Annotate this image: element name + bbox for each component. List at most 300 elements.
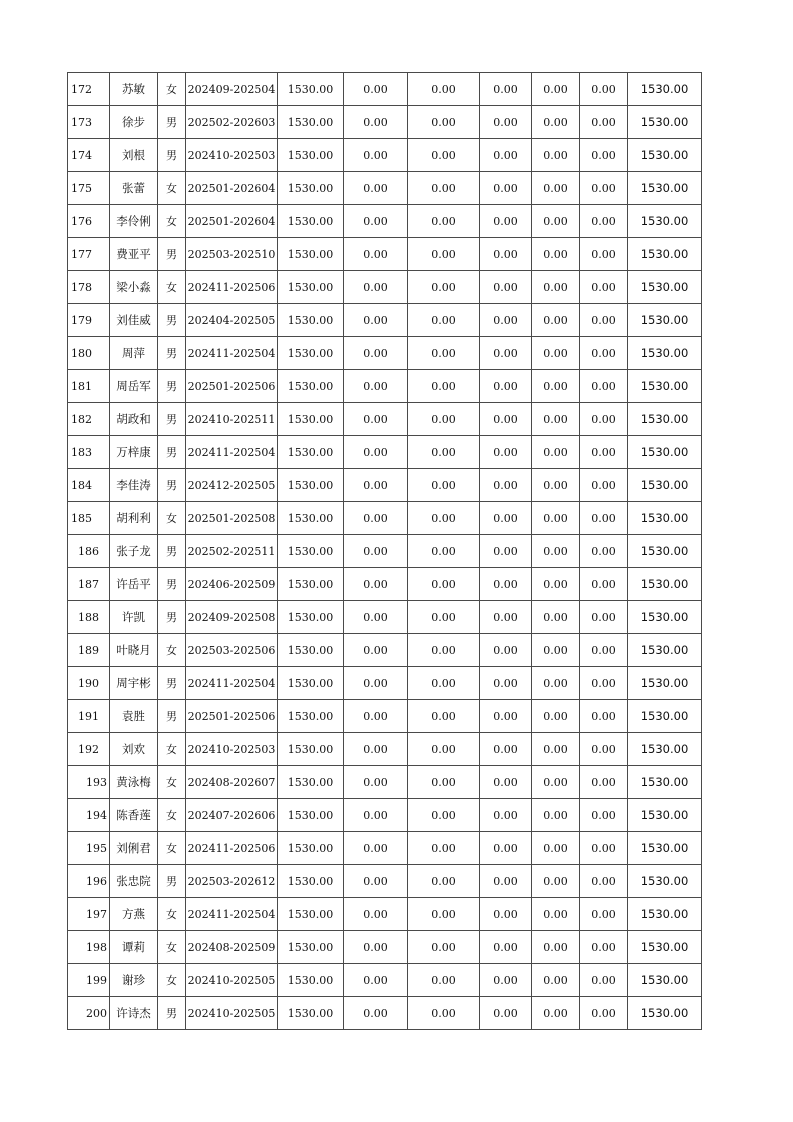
total-amount-cell: 1530.00	[628, 304, 702, 337]
total-amount-cell: 1530.00	[628, 733, 702, 766]
value-2-cell: 0.00	[408, 205, 480, 238]
total-amount-cell: 1530.00	[628, 73, 702, 106]
value-3-cell: 0.00	[480, 436, 532, 469]
value-2-cell: 0.00	[408, 601, 480, 634]
table-row	[68, 667, 702, 700]
value-5-cell: 0.00	[580, 964, 628, 997]
value-2-cell: 0.00	[408, 700, 480, 733]
value-1-cell: 0.00	[344, 139, 408, 172]
value-4-cell: 0.00	[532, 469, 580, 502]
row-number-cell: 191	[68, 700, 110, 733]
value-2-cell: 0.00	[408, 370, 480, 403]
period-cell: 202410-202503	[186, 139, 278, 172]
table-row	[68, 535, 702, 568]
row-number-cell: 172	[68, 73, 110, 106]
row-number-cell: 185	[68, 502, 110, 535]
gender-cell: 男	[158, 304, 186, 337]
value-1-cell: 0.00	[344, 106, 408, 139]
value-4-cell: 0.00	[532, 931, 580, 964]
amount-cell: 1530.00	[278, 997, 344, 1030]
person-name-cell: 梁小淼	[110, 271, 158, 304]
gender-cell: 女	[158, 634, 186, 667]
gender-cell: 男	[158, 535, 186, 568]
period-cell: 202503-202506	[186, 634, 278, 667]
amount-cell: 1530.00	[278, 766, 344, 799]
value-5-cell: 0.00	[580, 238, 628, 271]
value-2-cell: 0.00	[408, 106, 480, 139]
value-2-cell: 0.00	[408, 898, 480, 931]
value-5-cell: 0.00	[580, 502, 628, 535]
period-cell: 202410-202505	[186, 964, 278, 997]
value-3-cell: 0.00	[480, 205, 532, 238]
value-2-cell: 0.00	[408, 964, 480, 997]
person-name-cell: 许岳平	[110, 568, 158, 601]
table-body	[68, 73, 702, 1030]
row-number-cell: 187	[68, 568, 110, 601]
period-cell: 202410-202503	[186, 733, 278, 766]
value-2-cell: 0.00	[408, 304, 480, 337]
row-number-cell: 175	[68, 172, 110, 205]
value-5-cell: 0.00	[580, 700, 628, 733]
value-3-cell: 0.00	[480, 271, 532, 304]
period-cell: 202502-202603	[186, 106, 278, 139]
value-1-cell: 0.00	[344, 601, 408, 634]
value-4-cell: 0.00	[532, 106, 580, 139]
row-number-cell: 177	[68, 238, 110, 271]
gender-cell: 男	[158, 667, 186, 700]
table-row	[68, 238, 702, 271]
value-4-cell: 0.00	[532, 172, 580, 205]
value-4-cell: 0.00	[532, 964, 580, 997]
value-4-cell: 0.00	[532, 370, 580, 403]
person-name-cell: 费亚平	[110, 238, 158, 271]
row-number-cell: 183	[68, 436, 110, 469]
gender-cell: 男	[158, 238, 186, 271]
value-5-cell: 0.00	[580, 73, 628, 106]
value-1-cell: 0.00	[344, 238, 408, 271]
value-1-cell: 0.00	[344, 997, 408, 1030]
value-3-cell: 0.00	[480, 832, 532, 865]
person-name-cell: 陈香莲	[110, 799, 158, 832]
table-row	[68, 964, 702, 997]
gender-cell: 男	[158, 106, 186, 139]
period-cell: 202411-202506	[186, 271, 278, 304]
amount-cell: 1530.00	[278, 304, 344, 337]
amount-cell: 1530.00	[278, 205, 344, 238]
value-4-cell: 0.00	[532, 238, 580, 271]
total-amount-cell: 1530.00	[628, 964, 702, 997]
value-5-cell: 0.00	[580, 370, 628, 403]
value-1-cell: 0.00	[344, 304, 408, 337]
value-3-cell: 0.00	[480, 997, 532, 1030]
value-3-cell: 0.00	[480, 964, 532, 997]
table-row	[68, 469, 702, 502]
period-cell: 202409-202508	[186, 601, 278, 634]
gender-cell: 男	[158, 865, 186, 898]
total-amount-cell: 1530.00	[628, 799, 702, 832]
total-amount-cell: 1530.00	[628, 700, 702, 733]
table-row	[68, 832, 702, 865]
value-1-cell: 0.00	[344, 898, 408, 931]
value-3-cell: 0.00	[480, 634, 532, 667]
value-2-cell: 0.00	[408, 337, 480, 370]
gender-cell: 女	[158, 931, 186, 964]
period-cell: 202502-202511	[186, 535, 278, 568]
value-4-cell: 0.00	[532, 139, 580, 172]
value-3-cell: 0.00	[480, 865, 532, 898]
value-2-cell: 0.00	[408, 634, 480, 667]
row-number-cell: 184	[68, 469, 110, 502]
row-number-cell: 181	[68, 370, 110, 403]
value-2-cell: 0.00	[408, 865, 480, 898]
total-amount-cell: 1530.00	[628, 205, 702, 238]
value-3-cell: 0.00	[480, 403, 532, 436]
value-5-cell: 0.00	[580, 898, 628, 931]
period-cell: 202501-202604	[186, 172, 278, 205]
total-amount-cell: 1530.00	[628, 436, 702, 469]
row-number-cell: 173	[68, 106, 110, 139]
total-amount-cell: 1530.00	[628, 568, 702, 601]
person-name-cell: 方燕	[110, 898, 158, 931]
value-2-cell: 0.00	[408, 271, 480, 304]
person-name-cell: 周萍	[110, 337, 158, 370]
amount-cell: 1530.00	[278, 436, 344, 469]
period-cell: 202406-202509	[186, 568, 278, 601]
value-5-cell: 0.00	[580, 832, 628, 865]
amount-cell: 1530.00	[278, 502, 344, 535]
person-name-cell: 叶晓月	[110, 634, 158, 667]
total-amount-cell: 1530.00	[628, 337, 702, 370]
person-name-cell: 刘佳威	[110, 304, 158, 337]
person-name-cell: 许诗杰	[110, 997, 158, 1030]
gender-cell: 女	[158, 271, 186, 304]
value-1-cell: 0.00	[344, 502, 408, 535]
value-2-cell: 0.00	[408, 997, 480, 1030]
value-5-cell: 0.00	[580, 601, 628, 634]
table-row	[68, 931, 702, 964]
row-number-cell: 186	[68, 535, 110, 568]
person-name-cell: 刘欢	[110, 733, 158, 766]
total-amount-cell: 1530.00	[628, 106, 702, 139]
amount-cell: 1530.00	[278, 403, 344, 436]
period-cell: 202501-202506	[186, 700, 278, 733]
value-3-cell: 0.00	[480, 667, 532, 700]
gender-cell: 男	[158, 403, 186, 436]
value-3-cell: 0.00	[480, 172, 532, 205]
amount-cell: 1530.00	[278, 535, 344, 568]
row-number-cell: 198	[68, 931, 110, 964]
value-2-cell: 0.00	[408, 535, 480, 568]
period-cell: 202407-202606	[186, 799, 278, 832]
person-name-cell: 黄泳梅	[110, 766, 158, 799]
value-5-cell: 0.00	[580, 634, 628, 667]
total-amount-cell: 1530.00	[628, 766, 702, 799]
value-5-cell: 0.00	[580, 931, 628, 964]
value-5-cell: 0.00	[580, 304, 628, 337]
value-1-cell: 0.00	[344, 205, 408, 238]
person-name-cell: 胡政和	[110, 403, 158, 436]
value-3-cell: 0.00	[480, 568, 532, 601]
period-cell: 202503-202510	[186, 238, 278, 271]
value-5-cell: 0.00	[580, 865, 628, 898]
value-1-cell: 0.00	[344, 271, 408, 304]
value-3-cell: 0.00	[480, 799, 532, 832]
person-name-cell: 谢珍	[110, 964, 158, 997]
value-3-cell: 0.00	[480, 139, 532, 172]
total-amount-cell: 1530.00	[628, 931, 702, 964]
table-row	[68, 139, 702, 172]
person-name-cell: 徐步	[110, 106, 158, 139]
value-3-cell: 0.00	[480, 766, 532, 799]
value-4-cell: 0.00	[532, 436, 580, 469]
period-cell: 202410-202511	[186, 403, 278, 436]
gender-cell: 男	[158, 139, 186, 172]
value-4-cell: 0.00	[532, 634, 580, 667]
person-name-cell: 谭莉	[110, 931, 158, 964]
value-1-cell: 0.00	[344, 799, 408, 832]
amount-cell: 1530.00	[278, 865, 344, 898]
value-5-cell: 0.00	[580, 337, 628, 370]
value-1-cell: 0.00	[344, 337, 408, 370]
value-1-cell: 0.00	[344, 667, 408, 700]
value-5-cell: 0.00	[580, 139, 628, 172]
table-row	[68, 370, 702, 403]
gender-cell: 女	[158, 73, 186, 106]
total-amount-cell: 1530.00	[628, 535, 702, 568]
table-row	[68, 106, 702, 139]
value-5-cell: 0.00	[580, 667, 628, 700]
value-1-cell: 0.00	[344, 370, 408, 403]
value-3-cell: 0.00	[480, 238, 532, 271]
row-number-cell: 195	[68, 832, 110, 865]
value-4-cell: 0.00	[532, 799, 580, 832]
gender-cell: 男	[158, 700, 186, 733]
row-number-cell: 188	[68, 601, 110, 634]
row-number-cell: 192	[68, 733, 110, 766]
value-3-cell: 0.00	[480, 106, 532, 139]
amount-cell: 1530.00	[278, 370, 344, 403]
table-row	[68, 997, 702, 1030]
value-3-cell: 0.00	[480, 73, 532, 106]
table-row	[68, 271, 702, 304]
period-cell: 202404-202505	[186, 304, 278, 337]
row-number-cell: 176	[68, 205, 110, 238]
value-5-cell: 0.00	[580, 403, 628, 436]
row-number-cell: 189	[68, 634, 110, 667]
person-name-cell: 万梓康	[110, 436, 158, 469]
person-name-cell: 李伶俐	[110, 205, 158, 238]
value-5-cell: 0.00	[580, 271, 628, 304]
amount-cell: 1530.00	[278, 898, 344, 931]
period-cell: 202501-202508	[186, 502, 278, 535]
value-5-cell: 0.00	[580, 535, 628, 568]
total-amount-cell: 1530.00	[628, 172, 702, 205]
subsidy-table	[67, 72, 702, 1030]
value-4-cell: 0.00	[532, 205, 580, 238]
value-1-cell: 0.00	[344, 733, 408, 766]
amount-cell: 1530.00	[278, 469, 344, 502]
value-5-cell: 0.00	[580, 568, 628, 601]
value-4-cell: 0.00	[532, 601, 580, 634]
value-3-cell: 0.00	[480, 370, 532, 403]
period-cell: 202411-202506	[186, 832, 278, 865]
amount-cell: 1530.00	[278, 700, 344, 733]
value-1-cell: 0.00	[344, 766, 408, 799]
value-2-cell: 0.00	[408, 139, 480, 172]
gender-cell: 男	[158, 469, 186, 502]
row-number-cell: 193	[68, 766, 110, 799]
value-5-cell: 0.00	[580, 436, 628, 469]
value-2-cell: 0.00	[408, 568, 480, 601]
table-row	[68, 205, 702, 238]
amount-cell: 1530.00	[278, 931, 344, 964]
value-2-cell: 0.00	[408, 733, 480, 766]
gender-cell: 女	[158, 205, 186, 238]
value-2-cell: 0.00	[408, 436, 480, 469]
value-1-cell: 0.00	[344, 172, 408, 205]
value-1-cell: 0.00	[344, 931, 408, 964]
value-1-cell: 0.00	[344, 535, 408, 568]
value-5-cell: 0.00	[580, 172, 628, 205]
value-5-cell: 0.00	[580, 205, 628, 238]
value-3-cell: 0.00	[480, 700, 532, 733]
table-row	[68, 733, 702, 766]
row-number-cell: 196	[68, 865, 110, 898]
period-cell: 202411-202504	[186, 337, 278, 370]
value-3-cell: 0.00	[480, 931, 532, 964]
value-3-cell: 0.00	[480, 733, 532, 766]
value-3-cell: 0.00	[480, 601, 532, 634]
table-row	[68, 403, 702, 436]
table-row	[68, 337, 702, 370]
person-name-cell: 刘根	[110, 139, 158, 172]
amount-cell: 1530.00	[278, 73, 344, 106]
value-1-cell: 0.00	[344, 700, 408, 733]
table-row	[68, 172, 702, 205]
amount-cell: 1530.00	[278, 964, 344, 997]
table-row	[68, 601, 702, 634]
amount-cell: 1530.00	[278, 337, 344, 370]
value-1-cell: 0.00	[344, 568, 408, 601]
total-amount-cell: 1530.00	[628, 238, 702, 271]
value-1-cell: 0.00	[344, 832, 408, 865]
value-5-cell: 0.00	[580, 469, 628, 502]
period-cell: 202408-202607	[186, 766, 278, 799]
value-3-cell: 0.00	[480, 535, 532, 568]
value-4-cell: 0.00	[532, 898, 580, 931]
amount-cell: 1530.00	[278, 271, 344, 304]
value-5-cell: 0.00	[580, 766, 628, 799]
value-4-cell: 0.00	[532, 337, 580, 370]
gender-cell: 女	[158, 832, 186, 865]
period-cell: 202411-202504	[186, 436, 278, 469]
period-cell: 202411-202504	[186, 667, 278, 700]
value-1-cell: 0.00	[344, 403, 408, 436]
amount-cell: 1530.00	[278, 799, 344, 832]
value-1-cell: 0.00	[344, 436, 408, 469]
value-2-cell: 0.00	[408, 667, 480, 700]
table-row	[68, 502, 702, 535]
value-4-cell: 0.00	[532, 403, 580, 436]
table-row	[68, 568, 702, 601]
period-cell: 202503-202612	[186, 865, 278, 898]
value-5-cell: 0.00	[580, 733, 628, 766]
gender-cell: 女	[158, 799, 186, 832]
total-amount-cell: 1530.00	[628, 469, 702, 502]
table-row	[68, 766, 702, 799]
value-5-cell: 0.00	[580, 799, 628, 832]
gender-cell: 男	[158, 370, 186, 403]
period-cell: 202501-202604	[186, 205, 278, 238]
value-3-cell: 0.00	[480, 337, 532, 370]
row-number-cell: 199	[68, 964, 110, 997]
value-4-cell: 0.00	[532, 667, 580, 700]
row-number-cell: 200	[68, 997, 110, 1030]
value-4-cell: 0.00	[532, 766, 580, 799]
table-row	[68, 700, 702, 733]
value-4-cell: 0.00	[532, 700, 580, 733]
person-name-cell: 袁胜	[110, 700, 158, 733]
value-4-cell: 0.00	[532, 733, 580, 766]
period-cell: 202412-202505	[186, 469, 278, 502]
total-amount-cell: 1530.00	[628, 370, 702, 403]
person-name-cell: 周岳军	[110, 370, 158, 403]
value-4-cell: 0.00	[532, 535, 580, 568]
row-number-cell: 197	[68, 898, 110, 931]
gender-cell: 男	[158, 337, 186, 370]
value-2-cell: 0.00	[408, 931, 480, 964]
gender-cell: 女	[158, 898, 186, 931]
total-amount-cell: 1530.00	[628, 403, 702, 436]
value-2-cell: 0.00	[408, 766, 480, 799]
person-name-cell: 苏敏	[110, 73, 158, 106]
value-2-cell: 0.00	[408, 238, 480, 271]
person-name-cell: 许凯	[110, 601, 158, 634]
value-4-cell: 0.00	[532, 865, 580, 898]
person-name-cell: 李佳涛	[110, 469, 158, 502]
value-1-cell: 0.00	[344, 634, 408, 667]
table-row	[68, 634, 702, 667]
gender-cell: 男	[158, 436, 186, 469]
value-1-cell: 0.00	[344, 865, 408, 898]
value-3-cell: 0.00	[480, 304, 532, 337]
gender-cell: 女	[158, 172, 186, 205]
row-number-cell: 182	[68, 403, 110, 436]
gender-cell: 女	[158, 502, 186, 535]
value-2-cell: 0.00	[408, 799, 480, 832]
gender-cell: 男	[158, 997, 186, 1030]
row-number-cell: 178	[68, 271, 110, 304]
amount-cell: 1530.00	[278, 634, 344, 667]
value-1-cell: 0.00	[344, 73, 408, 106]
value-4-cell: 0.00	[532, 73, 580, 106]
person-name-cell: 张忠院	[110, 865, 158, 898]
table-row	[68, 436, 702, 469]
row-number-cell: 180	[68, 337, 110, 370]
row-number-cell: 179	[68, 304, 110, 337]
row-number-cell: 194	[68, 799, 110, 832]
amount-cell: 1530.00	[278, 238, 344, 271]
period-cell: 202408-202509	[186, 931, 278, 964]
value-1-cell: 0.00	[344, 469, 408, 502]
value-4-cell: 0.00	[532, 568, 580, 601]
amount-cell: 1530.00	[278, 172, 344, 205]
gender-cell: 男	[158, 601, 186, 634]
value-4-cell: 0.00	[532, 271, 580, 304]
row-number-cell: 190	[68, 667, 110, 700]
amount-cell: 1530.00	[278, 106, 344, 139]
total-amount-cell: 1530.00	[628, 832, 702, 865]
